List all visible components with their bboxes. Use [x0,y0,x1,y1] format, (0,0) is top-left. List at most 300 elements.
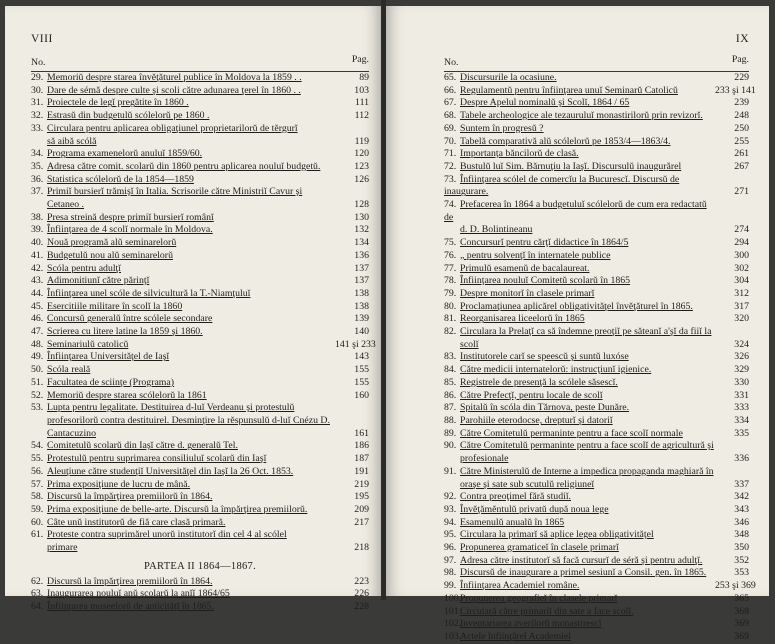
entry-title: Dare de sémă despre culte şi scoli către adunarea ţerel în 1860 . . [47,84,301,96]
toc-entry [31,288,369,301]
entry-number: 70. [444,135,457,147]
toc-entry [31,186,369,211]
entry-page: 155 [354,364,369,376]
entry-page: 139 [354,313,369,325]
entry-number: 43. [31,275,44,287]
entry-number: 47. [31,326,44,338]
entry-title: Concursŭ generalŭ între scólele secondare [47,313,213,325]
column-pag-label: Pag. [731,54,749,65]
entry-page: 250 [734,122,749,134]
entry-title-continuation: profesionale [460,453,509,465]
toc-entry [31,148,369,161]
entry-number: 58. [31,491,44,503]
entry-page: 320 [734,313,749,325]
entry-number: 69. [444,122,457,134]
entry-title: Învĕţămĕntulŭ privatŭ după noua lege [460,503,609,515]
entry-number: 66. [444,84,457,96]
entry-title: Contra preoţimel fără studiĭ. [460,491,571,503]
entry-title: Discursŭ de inaugurare a primel sesiunĭ a Consil. gen. în 1865. [460,567,707,579]
entry-title: Despre Apelul nominalŭ şi Scolĭ, 1864 / 65 [460,97,630,109]
toc-entry [444,504,749,517]
entry-page: 343 [734,503,749,515]
entry-page: 300 [734,249,749,261]
entry-number: 103. [444,630,462,642]
entry-number: 96. [444,542,457,554]
entry-page: 334 [734,414,749,426]
entry-title-continuation: primare [47,542,78,554]
entry-page: 317 [734,300,749,312]
entry-number: 45. [31,300,44,312]
entry-title: Memoriŭ despre starea scólelorŭ la 1861 [47,389,207,401]
entry-number: 60. [31,516,44,528]
entry-title: Înfiinţarea de 4 scolĭ normale în Moldova. [47,224,213,236]
entry-page: 312 [734,287,749,299]
entry-page: 274 [734,224,749,236]
entry-page: 271 [734,186,749,198]
entry-page: 337 [734,478,749,490]
entry-number: 100. [444,592,462,604]
toc-entry [31,85,369,98]
entry-page: 326 [734,351,749,363]
entry-number: 35. [31,160,44,172]
entry-page: 365 [734,592,749,604]
entry-number: 95. [444,529,457,541]
toc-entry [444,415,749,428]
entry-number: 50. [31,364,44,376]
entry-number: 92. [444,491,457,503]
entry-number: 80. [444,300,457,312]
page-number-right: IX [735,33,749,45]
entry-page: 336 [734,453,749,465]
entry-title: Inaugurarea nouluĭ anŭ scolarŭ la anĭĭ 1864/65 [47,588,230,600]
toc-entry [31,517,369,530]
toc-entry [444,313,749,326]
toc-entry [31,110,369,123]
toc-entry [444,84,756,98]
entry-title: Prima exposiţiune de lucru de mână. [47,478,191,490]
entry-number: 89. [444,427,457,439]
entry-title: Aleuţiune către studenţiĭ Universităţel din Iaşĭ la 26 Oct. 1853. [47,465,294,477]
toc-entry [444,123,749,136]
entry-number: 53. [31,402,44,414]
entry-number: 39. [31,224,44,236]
entry-number: 55. [31,453,44,465]
entry-title: Presa streină despre primiĭ bursierĭ românĭ [47,211,214,223]
entry-title: Reorganisarea liceelorŭ în 1865 [460,313,585,325]
entry-number: 90. [444,440,457,452]
entry-title: Facultatea de sciinţe (Programa) [47,376,175,388]
entry-number: 86. [444,389,457,401]
toc-entry [444,529,749,542]
toc-entry [444,174,749,199]
toc-entry [444,466,749,491]
entry-title: Propunerea geografieĭ în clasele primarĭ [460,592,618,604]
entry-title: Despre monitorĭ în clasele primarĭ [460,287,595,299]
toc-list-right [444,72,756,644]
entry-page: 369 [734,618,749,630]
entry-title: Programa examenelorŭ anuluĭ 1859/60. [47,148,203,160]
entry-title: Scrierea cu litere latine la 1859 şi 1860. [47,326,203,338]
entry-title: Importanţa băncilorŭ de clasă. [460,148,579,160]
entry-title: Înfiinţarea museelorŭ de anticităţĭ în 1865. [47,601,215,613]
entry-number: 87. [444,402,457,414]
entry-page: 191 [354,465,369,477]
toc-entry [444,567,749,580]
entry-page: 137 [354,262,369,274]
page-number-left: VIII [31,33,53,45]
entry-title: Tabelă comparativă alŭ scólelorŭ pe 1853/4—1863/4. [460,135,671,147]
entry-number: 54. [31,440,44,452]
entry-title: Primulŭ esamenŭ de bacalaureat. [460,262,590,274]
entry-page: 217 [354,516,369,528]
entry-title-continuation: d. D. Bolintineanu [460,224,533,236]
toc-entry [444,542,749,555]
toc-entry [444,517,749,530]
entry-number: 32. [31,110,44,122]
entry-page: 161 [354,427,369,439]
entry-page: 248 [734,110,749,122]
entry-title: Către Ministerulŭ de Interne a impedica propaganda maghiară în [460,465,714,477]
entry-title: Discursŭ la împărţirea premiilorŭ în 1864. [47,575,213,587]
entry-title: Către medicii internatelorŭ: instrucţiunĭ igienice. [460,364,652,376]
entry-title-continuation: profesorilorŭ contra destituirel. Desminţire la rĕspunsulŭ d-luĭ Cnézu D. Cantacuzino [47,414,330,439]
toc-entry [31,351,369,364]
entry-number: 88. [444,414,457,426]
entry-page: 140 [354,326,369,338]
toc-list-left-part2 [31,576,369,614]
entry-title: Scóla reală [47,364,91,376]
entry-number: 97. [444,554,457,566]
toc-entry [31,212,369,225]
entry-number: 59. [31,503,44,515]
toc-entry [31,338,376,352]
entry-number: 37. [31,186,44,198]
column-pag-label: Pag. [351,54,369,65]
toc-entry [31,313,369,326]
entry-page: 229 [734,72,749,83]
entry-number: 91. [444,465,457,477]
toc-entry [31,453,369,466]
entry-number: 41. [31,249,44,261]
entry-number: 85. [444,376,457,388]
toc-entry [444,402,749,415]
entry-number: 40. [31,237,44,249]
entry-number: 57. [31,478,44,490]
entry-page: 335 [734,427,749,439]
entry-number: 30. [31,84,44,96]
entry-number: 73. [444,173,457,185]
entry-title: Budgetulŭ nou alŭ seminarelorŭ [47,249,173,261]
entry-title: Adresa către institutorĭ să facă cursurĭ de séră şi pentru adulţĭ. [460,554,703,566]
entry-number: 62. [31,575,44,587]
entry-page: 223 [354,575,369,587]
entry-number: 33. [31,122,44,134]
entry-number: 56. [31,465,44,477]
entry-page: 333 [734,402,749,414]
entry-title: Înfiinţarea unel scóle de silvicultură la T.-Niamţuluĭ [47,287,251,299]
entry-page: 294 [734,237,749,249]
toc-entry [444,110,749,123]
entry-page: 253 şi 369 [715,580,756,592]
toc-entry [444,618,749,631]
toc-entry [31,275,369,288]
entry-title: Seminariulŭ catolicŭ [47,338,129,350]
toc-entry [31,97,369,110]
entry-page: 120 [354,148,369,160]
toc-entry [31,491,369,504]
toc-entry [444,250,749,263]
entry-number: 63. [31,588,44,600]
entry-title: Adresa către comit. scolarŭ din 1860 pentru aplicarea nouluĭ budgetŭ. [47,160,321,172]
entry-title: Câte unŭ institutorŭ de fiă care clasă primară. [47,516,226,528]
toc-entry [31,377,369,390]
entry-number: 82. [444,326,457,338]
toc-entry [444,136,749,149]
left-page [5,6,381,613]
entry-title-continuation: Cetaneo . [47,199,84,211]
entry-page: 123 [354,160,369,172]
entry-number: 34. [31,148,44,160]
entry-page: 233 şi 141 [715,84,756,96]
entry-page: 261 [734,148,749,160]
entry-title: Protestulŭ pentru suprimarea consiliuluĭ scolarŭ din Iaşĭ [47,453,267,465]
toc-entry [31,601,369,614]
entry-number: 101. [444,605,462,617]
toc-entry [31,466,369,479]
entry-title: Inventariarea averilorŭ monastirescĭ [460,618,602,630]
toc-entry [444,237,749,250]
toc-entry [444,97,749,110]
entry-page: 353 [734,567,749,579]
toc-entry [31,326,369,339]
entry-page: 89 [359,72,369,83]
entry-number: 81. [444,313,457,325]
toc-entry [444,263,749,276]
toc-entry [444,364,749,377]
entry-page: 350 [734,542,749,554]
entry-number: 67. [444,97,457,109]
toc-entry [31,588,369,601]
entry-page: 132 [354,224,369,236]
entry-number: 98. [444,567,457,579]
entry-number: 74. [444,199,457,211]
toc-entry [31,250,369,263]
entry-page: 111 [355,97,369,109]
entry-page: 126 [354,173,369,185]
toc-entry [31,224,369,237]
toc-entry [444,161,749,174]
toc-entry [31,174,369,187]
entry-page: 209 [354,503,369,515]
entry-title: Primiĭ bursierĭ trămişĭ în Italia. Scrisorile către Ministriĭ Cavur şi [47,186,303,198]
toc-entry [444,326,749,351]
entry-number: 72. [444,160,457,172]
entry-page: 368 [734,605,749,617]
entry-page: 119 [354,135,369,147]
entry-title: Discursurile la ocasiune. [460,72,557,83]
toc-entry [31,402,369,440]
entry-page: 228 [354,601,369,613]
toc-entry [444,390,749,403]
column-header-left [31,54,369,72]
entry-page: 195 [354,491,369,503]
entry-title: Comitetulŭ scolarŭ din Iaşĭ către d. generalŭ Tel. [47,440,238,452]
section-title: PARTEA II 1864—1867. [143,560,257,572]
entry-page: 226 [354,588,369,600]
entry-title: Registrele de presenţă la scólele săsescĭ. [460,376,618,388]
entry-title: Esamenulŭ anualŭ în 1865 [460,516,565,528]
entry-title: Proiectele de legĭ pregătite în 1860 . [47,97,189,109]
entry-title: Discursŭ la împărţirea premiilorŭ în 1864. [47,491,213,503]
entry-number: 83. [444,351,457,363]
entry-number: 71. [444,148,457,160]
toc-entry [444,275,749,288]
entry-number: 94. [444,516,457,528]
entry-number: 48. [31,338,44,350]
toc-entry [31,504,369,517]
toc-entry [444,491,749,504]
toc-entry [31,440,369,453]
entry-title: Suntem în progresŭ ? [460,122,544,134]
entry-page: 255 [734,135,749,147]
entry-title: Tabele archeologice ale tezauruluĭ monastirilorŭ prin revizorĭ. [460,110,703,122]
entry-title: Înfiinţarea Universităţel de Iaşĭ [47,351,170,363]
entry-number: 38. [31,211,44,223]
entry-title-continuation: scolĭ [460,338,479,350]
toc-entry [31,301,369,314]
entry-title: Către Comitetulŭ permaninte pentru a face scolĭ normale [460,427,683,439]
entry-title: Lupta pentru legalitate. Destituirea d-luĭ Verdeanu şi protestulŭ [47,402,295,414]
toc-entry [444,428,749,441]
entry-page: 138 [354,300,369,312]
toc-entry [444,301,749,314]
toc-entry [444,351,749,364]
entry-number: 93. [444,503,457,515]
entry-page: 346 [734,516,749,528]
entry-title: Proclamaţiunea aplicărel obligativităţel învĕţăturel în 1865. [460,300,693,312]
entry-page: 128 [354,199,369,211]
entry-title: Scóla pentru adulţĭ [47,262,122,274]
entry-page: 342 [734,491,749,503]
toc-entry [31,390,369,403]
entry-page: 160 [354,389,369,401]
toc-entry [444,377,749,390]
entry-page: 329 [734,364,749,376]
entry-title: Parohiile eterodocse, drepturĭ şi datoriĭ [460,414,613,426]
entry-title: Înfiinţarea Academiel române. [460,580,580,592]
toc-entry [444,72,749,85]
entry-title: Circulară către primariĭ din sate a face scolĭ. [460,605,634,617]
entry-number: 52. [31,389,44,401]
entry-number: 102. [444,618,462,630]
toc-entry [444,580,756,593]
entry-page: 137 [354,275,369,287]
column-no-label: No. [31,57,46,68]
entry-number: 65. [444,72,457,83]
entry-title: Propunerea gramaticeĭ în clasele primarĭ [460,542,619,554]
entry-title-continuation: să aibă scólă [47,135,97,147]
toc-entry [444,440,749,465]
entry-title: Concursurĭ pentru cărţĭ didactice în 1864/5 [460,237,629,249]
entry-page: 103 [354,84,369,96]
entry-page: 302 [734,262,749,274]
entry-page: 348 [734,529,749,541]
toc-entry [444,148,749,161]
toc-entry [31,529,369,554]
entry-title: Către Prefecţĭ, pentru locale de scolĭ [460,389,603,401]
entry-title: Prima exposiţiune de belle-arte. Discursŭ la împărţirea premiilorŭ. [47,503,308,515]
entry-title: Adimonitiunĭ către părinţĭ [47,275,150,287]
entry-title: Prefacerea în 1864 a budgetuluĭ scólelorŭ de cum era redactatŭ de [444,199,707,223]
entry-title: Actele înfiinţărel Academiel [460,630,571,642]
entry-number: 49. [31,351,44,363]
toc-entry [444,606,749,619]
entry-title: Esercitiile militare în scolĭ la 1860 [47,300,183,312]
toc-entry [31,237,369,250]
entry-number: 84. [444,364,457,376]
entry-title: Circulara pentru aplicarea obligaţiunel proprietarilorŭ de tĕrgurĭ [47,122,298,134]
toc-entry [444,288,749,301]
entry-page: 155 [354,376,369,388]
entry-page: 352 [734,554,749,566]
entry-title: Nouă programă alŭ seminarelorŭ [47,237,177,249]
entry-number: 31. [31,97,44,109]
entry-title: Înfiinţarea nouluĭ Comitetŭ scolarŭ în 1865 [460,275,631,287]
entry-title: Spitalŭ în scóla din Tărnova, peste Dunăre. [460,402,630,414]
entry-number: 29. [31,72,44,83]
column-header-right [444,54,749,72]
entry-page: 130 [354,211,369,223]
entry-title: Regulamentŭ pentru înfiinţarea unuĭ Seminarŭ Catolicŭ [460,84,678,96]
entry-page: 239 [734,97,749,109]
entry-number: 68. [444,110,457,122]
toc-entry [31,576,369,589]
entry-page: 304 [734,275,749,287]
entry-title: Înfiinţarea scólel de comercĭu la Bucurescĭ. Discursŭ de inaugurare. [444,173,680,198]
entry-page: 369 [734,630,749,642]
toc-entry [31,263,369,276]
entry-page: 134 [354,237,369,249]
entry-title: Către Comitetulŭ permaninte pentru a face scolĭ de agricultură şi [460,440,714,452]
entry-number: 75. [444,237,457,249]
entry-number: 44. [31,287,44,299]
entry-page: 324 [734,338,749,350]
column-no-label: No. [444,57,459,68]
entry-title: Estrasŭ din budgetulŭ scólelorŭ pe 1860 . [47,110,210,122]
entry-page: 330 [734,376,749,388]
entry-title-continuation: oraşe şi sate sub scutulŭ religiuneĭ [460,478,595,490]
entry-number: 78. [444,275,457,287]
entry-number: 42. [31,262,44,274]
right-page [386,6,769,642]
entry-number: 76. [444,249,457,261]
entry-number: 36. [31,173,44,185]
toc-entry [444,199,749,237]
entry-title: Memoriŭ despre starea învĕţăturel publice în Moldova la 1859 . . [47,72,302,83]
entry-page: 218 [354,542,369,554]
entry-title: „ pentru solvenţĭ în internatele publice [460,249,611,261]
entry-page: 136 [354,249,369,261]
entry-title: Institutorele carĭ se speescŭ şi suntŭ luxóse [460,351,629,363]
entry-page: 138 [354,287,369,299]
entry-page: 267 [734,160,749,172]
toc-list-left [31,72,376,555]
toc-entry [444,555,749,568]
toc-entry [444,593,749,606]
toc-entry [31,72,369,85]
entry-number: 77. [444,262,457,274]
entry-page: 331 [734,389,749,401]
